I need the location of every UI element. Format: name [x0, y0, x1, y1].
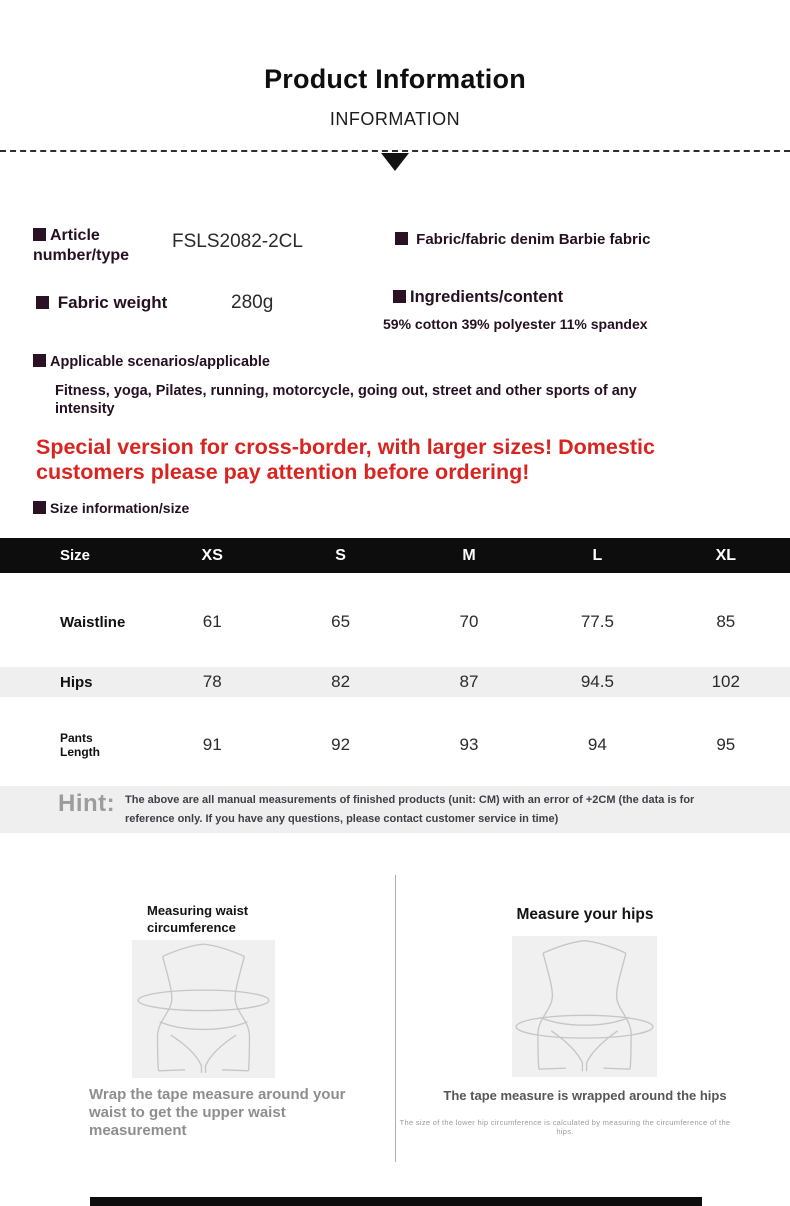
cell-value: 94.5	[580, 672, 614, 691]
row-label: Pants Length	[60, 731, 100, 759]
ingredients-label: Ingredients/content	[393, 288, 563, 307]
hips-figure-drawing	[512, 936, 657, 1077]
cell-value: 78	[202, 672, 222, 691]
cell-value: 93	[459, 735, 479, 754]
fabric-label: Fabric/fabric denim Barbie fabric	[395, 231, 725, 248]
square-bullet-icon	[33, 501, 46, 514]
square-bullet-icon	[33, 228, 46, 241]
page-subtitle: INFORMATION	[329, 109, 461, 129]
waist-figure-drawing	[132, 940, 275, 1078]
size-table-header-row	[0, 538, 790, 573]
size-table-header-size: Size	[60, 547, 91, 564]
cell-value: 102	[711, 672, 740, 691]
square-bullet-icon	[36, 296, 49, 309]
square-bullet-icon	[395, 232, 408, 245]
cell-value: 95	[716, 735, 736, 754]
cell-value: 65	[331, 612, 351, 631]
size-table-header-xs: XS	[201, 546, 223, 564]
bottom-bar	[90, 1197, 702, 1206]
cell-value: 70	[459, 612, 479, 631]
hips-measure-figure-icon	[512, 936, 657, 1077]
cell-value: 85	[716, 612, 736, 631]
table-row-pants-length	[0, 716, 790, 774]
scenarios-value: Fitness, yoga, Pilates, running, motorcycle, going out, street and other sports of any intensity	[55, 383, 637, 417]
article-number-label: Article number/type	[33, 227, 130, 264]
dashed-divider	[0, 150, 790, 152]
size-table-header-l: L	[592, 546, 603, 564]
hint-label: Hint:	[58, 790, 116, 817]
cell-value: 92	[331, 735, 351, 754]
size-information-heading: Size information/size	[33, 500, 189, 516]
size-table-header-xl: XL	[715, 546, 737, 564]
fabric-weight-value: 280g	[231, 292, 274, 313]
hips-guide-title: Measure your hips	[516, 906, 654, 923]
table-row-waistline	[0, 594, 790, 650]
waist-guide-caption: Wrap the tape measure around your waist to get the upper waist measurement	[89, 1086, 346, 1139]
row-label: Hips	[60, 673, 93, 691]
cell-value: 82	[331, 672, 351, 691]
article-number-value: FSLS2082-2CL	[172, 231, 303, 252]
hint-text: The above are all manual measurements of finished products (unit: CM) with an error of +2CM (the data is for reference only. If you have any questions, please contact customer service in time)	[125, 794, 695, 825]
cell-value: 87	[459, 672, 479, 691]
ingredients-value: 59% cotton 39% polyester 11% spandex	[383, 316, 648, 332]
row-label: Waistline	[60, 613, 126, 631]
cell-value: 61	[202, 612, 222, 631]
triangle-down-icon	[381, 153, 409, 171]
square-bullet-icon	[393, 290, 406, 303]
cross-border-notice: Special version for cross-border, with larger sizes! Domestic customers please pay attention before ordering!	[36, 435, 655, 484]
size-table-header-m: M	[462, 546, 476, 564]
cell-value: 77.5	[580, 612, 614, 631]
waist-measure-figure-icon	[132, 940, 275, 1078]
table-row-hips	[0, 667, 790, 697]
scenarios-label: Applicable scenarios/applicable	[33, 354, 270, 370]
fabric-weight-label: Fabric weight	[36, 293, 167, 313]
size-table-header-s: S	[335, 546, 346, 564]
cell-value: 91	[202, 735, 222, 754]
waist-guide-title: Measuring waist circumference	[147, 903, 249, 935]
cell-value: 94	[587, 735, 607, 754]
hips-guide-caption: The tape measure is wrapped around the hips	[443, 1088, 727, 1103]
square-bullet-icon	[33, 354, 46, 367]
page-title: Product Information	[264, 64, 526, 94]
hips-guide-note: The size of the lower hip circumference is calculated by measuring the circumference of the hips.	[399, 1118, 731, 1136]
